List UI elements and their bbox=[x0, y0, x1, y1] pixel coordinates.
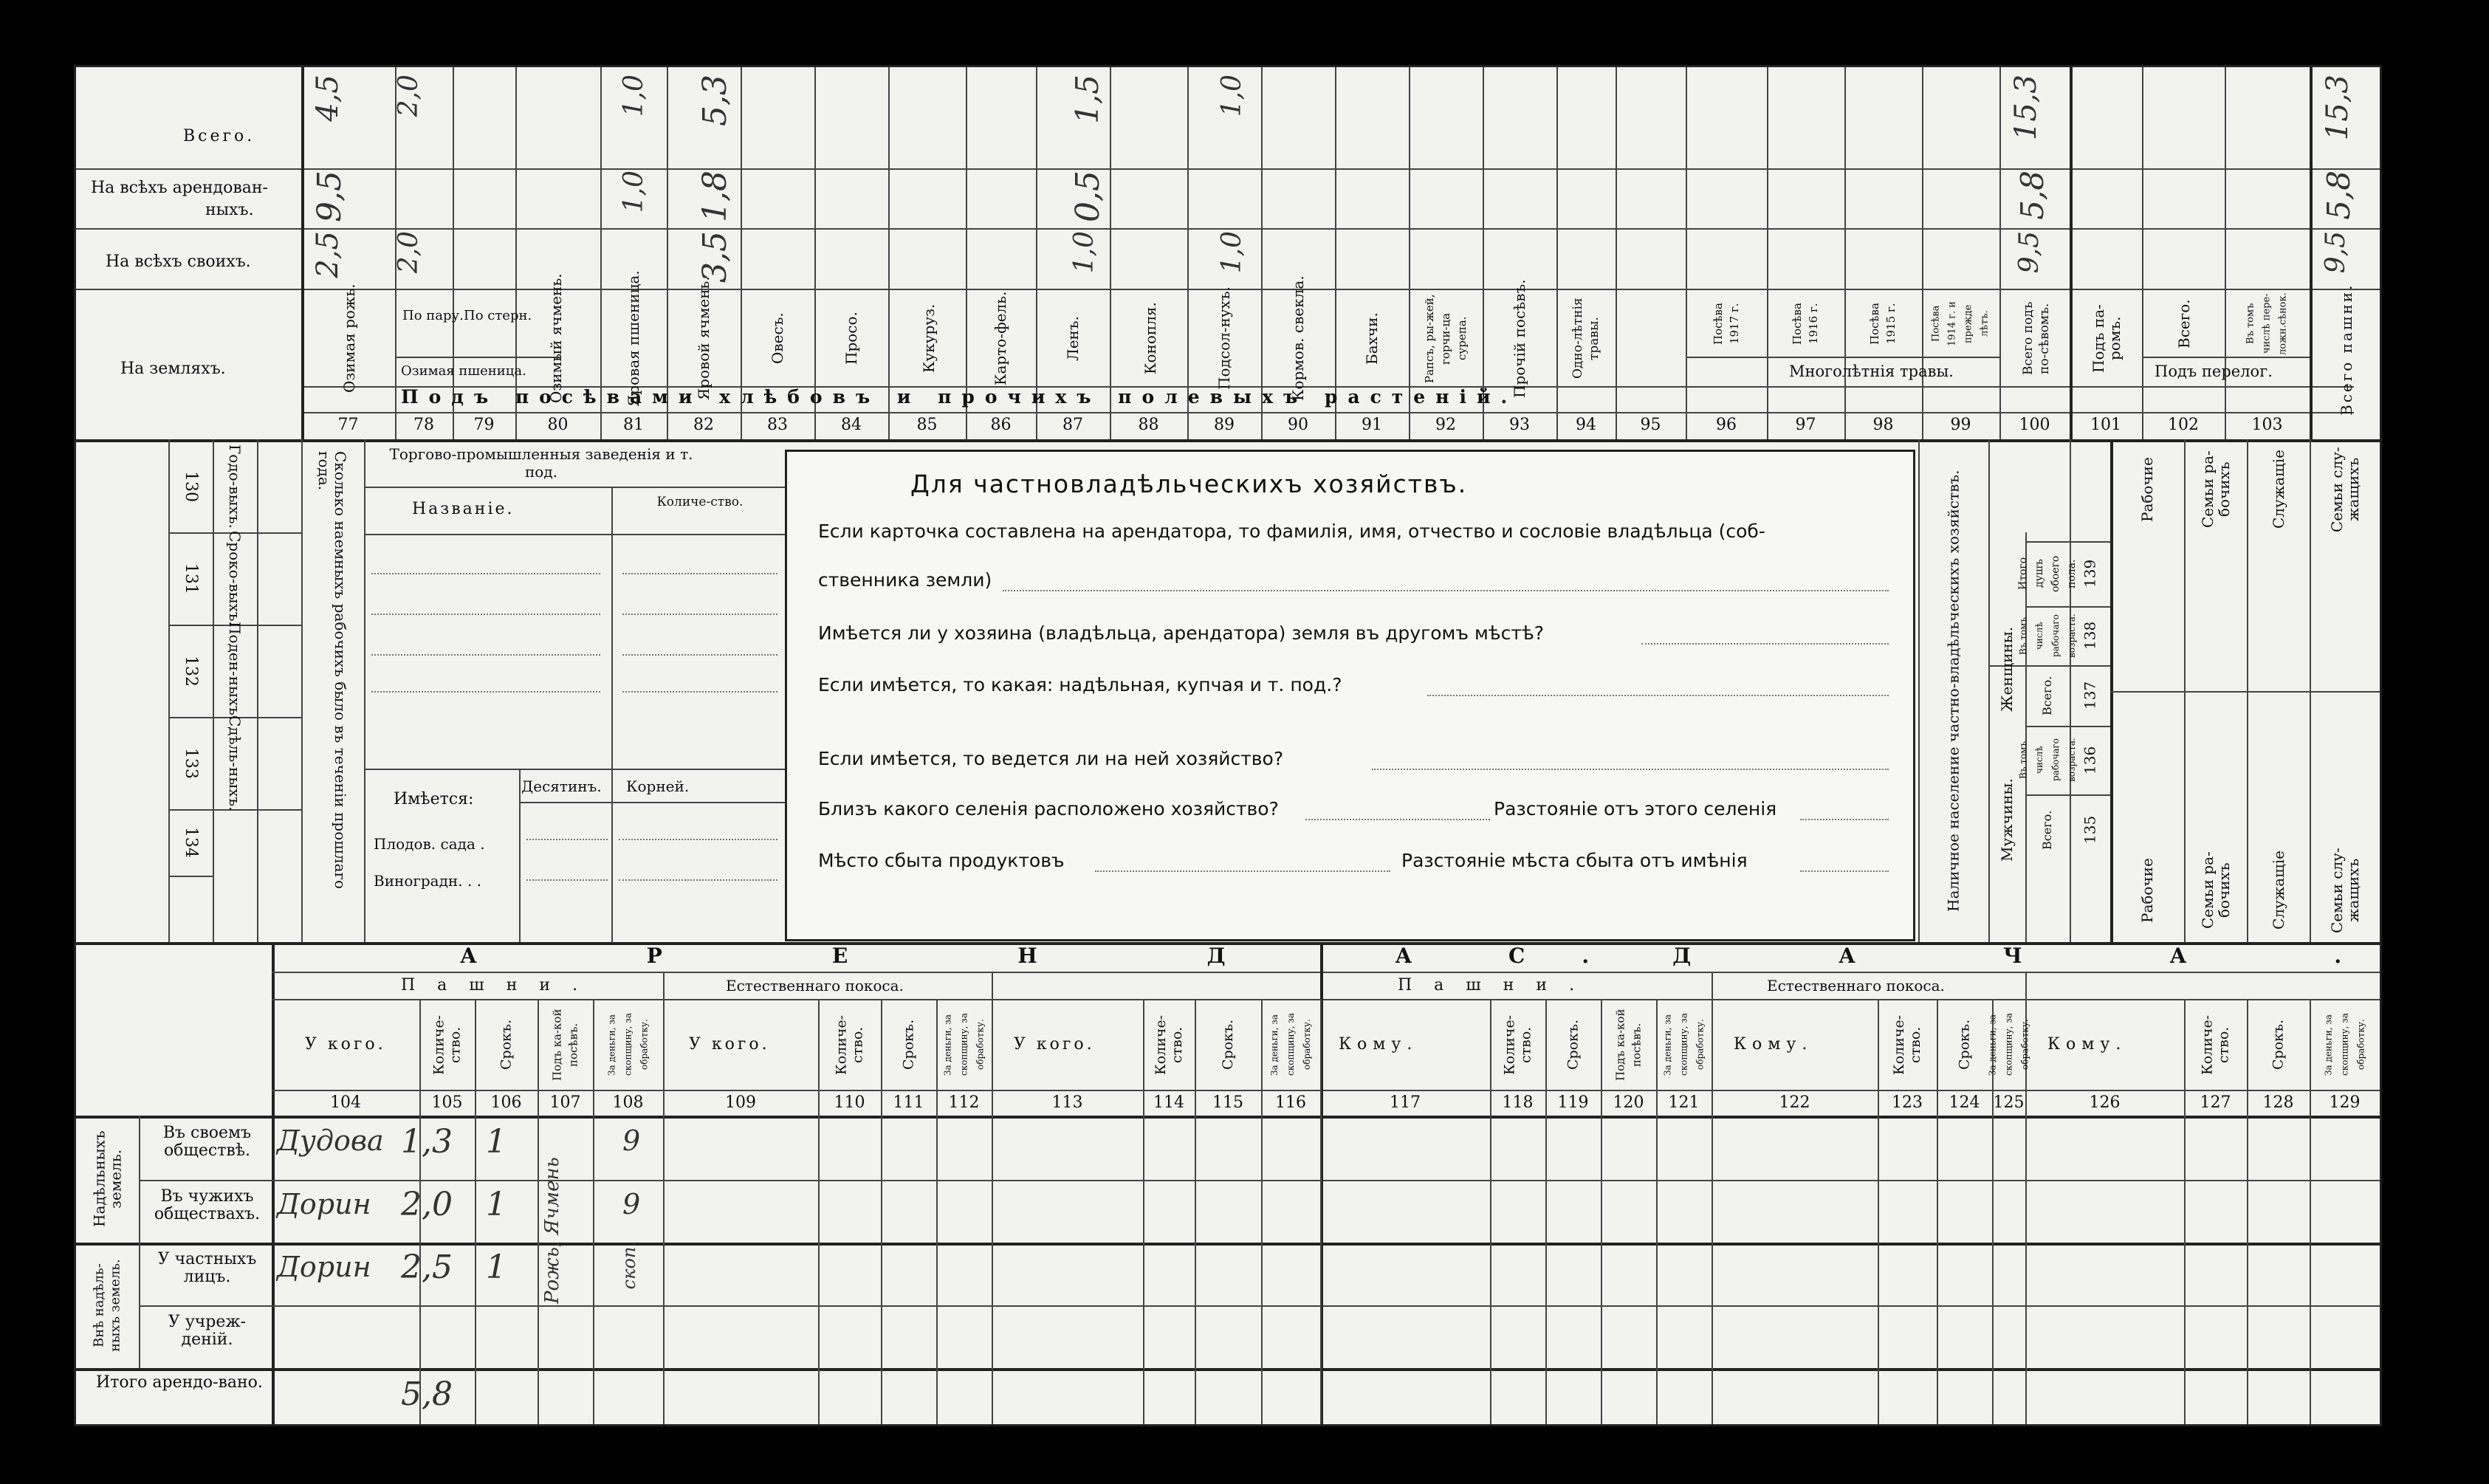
right-col-footer: Семьи ра-бочихъ bbox=[2199, 851, 2233, 930]
bottom-col-number: 127 bbox=[2200, 1093, 2231, 1112]
bottom-col-number: 111 bbox=[893, 1093, 924, 1112]
private-estates-title: Для частновладѣльческихъ хозяйствъ. bbox=[910, 470, 1468, 498]
bottom-col-number: 128 bbox=[2262, 1093, 2294, 1112]
col-header-who: У кого. bbox=[305, 1035, 386, 1054]
pop-num: 139 bbox=[2081, 559, 2099, 588]
hired-workers-title: Сколько наемныхъ рабочихъ было въ теченiи прошлаго года. bbox=[315, 451, 349, 890]
grid-line bbox=[818, 999, 820, 1424]
hw-value: 1,0 bbox=[1069, 231, 1099, 274]
col-header-who: У кого. bbox=[689, 1035, 770, 1054]
hw-value: 5,3 bbox=[696, 75, 734, 126]
bottom-subheader: Срокъ. bbox=[1956, 1019, 1973, 1071]
hw-value: 1,5 bbox=[1069, 75, 1105, 124]
top-col-number: 103 bbox=[2251, 416, 2283, 434]
right-col-footer: Служащiе bbox=[2270, 851, 2287, 930]
crop-header: Всего. bbox=[2175, 299, 2193, 348]
row-label-total: Всего. bbox=[183, 127, 255, 145]
bottom-col-number: 115 bbox=[1212, 1093, 1243, 1112]
women-total-label: Всего. bbox=[2040, 676, 2054, 715]
top-col-number: 101 bbox=[2090, 416, 2121, 434]
census-card-sheet bbox=[74, 65, 2489, 1426]
private-question: Если имѣется, то какая: надѣльная, купчая и т. под.? bbox=[818, 674, 1342, 695]
top-col-number: 90 bbox=[1288, 416, 1308, 434]
right-col-header: Рабочие bbox=[2138, 457, 2156, 522]
lease-hay-label: Естественнаго покоса. bbox=[726, 977, 904, 995]
top-col-number: 77 bbox=[337, 416, 359, 434]
hw-value: 2,5 bbox=[311, 231, 345, 278]
crop-header: По стерн. bbox=[464, 308, 532, 323]
hired-col: Сроко-выхъ. bbox=[226, 531, 244, 626]
bottom-subheader: За деньги, за скопщину, за обработку. bbox=[1662, 1013, 1706, 1076]
private-question: ственника земли) bbox=[818, 569, 992, 591]
top-col-number: 84 bbox=[841, 416, 862, 434]
grid-line bbox=[2184, 999, 2186, 1424]
bottom-col-number: 124 bbox=[1949, 1093, 1980, 1112]
bottom-col-number: 126 bbox=[2089, 1093, 2121, 1112]
hw-quantity: 1,3 bbox=[401, 1123, 453, 1161]
top-col-number: 92 bbox=[1435, 416, 1456, 434]
bottom-subheader: Количе-ство. bbox=[2199, 1014, 2232, 1075]
bottom-subheader: Подъ ка-кой посѣвъ. bbox=[1613, 1009, 1644, 1081]
bottom-subheader: Срокъ. bbox=[2270, 1019, 2287, 1071]
bottom-col-number: 112 bbox=[948, 1093, 980, 1112]
men-label: Мужчины. bbox=[1998, 778, 2016, 862]
hw-price: скоп. bbox=[619, 1241, 639, 1290]
bottom-col-number: 117 bbox=[1390, 1093, 1421, 1112]
bottom-col-number: 118 bbox=[1502, 1093, 1534, 1112]
private-question: Мѣсто сбыта продуктовъ bbox=[818, 850, 1065, 871]
grid-line bbox=[1195, 999, 1196, 1424]
pop-num: 137 bbox=[2081, 681, 2099, 710]
bottom-subheader: Срокъ. bbox=[900, 1019, 917, 1071]
top-col-number: 83 bbox=[767, 416, 788, 434]
pop-num: 138 bbox=[2081, 621, 2099, 650]
top-col-number: 94 bbox=[1576, 416, 1596, 434]
top-col-number: 86 bbox=[990, 416, 1012, 434]
hw-total-quantity: 5,8 bbox=[401, 1375, 453, 1413]
hired-col: Сдѣль-ныхъ. bbox=[226, 715, 244, 811]
hw-value: 3,5 bbox=[696, 231, 734, 283]
trade-qty-header: Количе-ство. bbox=[656, 495, 744, 509]
bottom-subheader: Количе-ство. bbox=[1501, 1014, 1534, 1075]
grid-line bbox=[2310, 999, 2311, 1424]
women-label: Женщины. bbox=[1998, 626, 2016, 712]
rent-hay-label: Естественнаго покоса. bbox=[1767, 977, 1945, 995]
hw-price: 9 bbox=[622, 1188, 641, 1220]
col-header-whom: Кому. bbox=[1734, 1035, 1813, 1054]
crop-header: Просо. bbox=[842, 312, 860, 365]
crop-header: Бахчи. bbox=[1363, 312, 1381, 365]
bottom-col-number: 121 bbox=[1668, 1093, 1700, 1112]
top-col-number: 97 bbox=[1795, 416, 1816, 434]
top-col-number: 91 bbox=[1362, 416, 1382, 434]
lease-title: АРЕНДА. bbox=[460, 944, 1760, 968]
hw-value: 5,8 bbox=[2014, 171, 2050, 220]
crop-header: Посѣва 1915 г. bbox=[1868, 303, 1898, 345]
bottom-col-number: 104 bbox=[330, 1093, 361, 1112]
top-col-number: 78 bbox=[413, 416, 434, 434]
grid-line bbox=[1545, 999, 1547, 1424]
hw-value: 2,0 bbox=[394, 231, 424, 274]
grid-line bbox=[992, 999, 993, 1424]
col-header-whom: Кому. bbox=[2047, 1035, 2127, 1054]
bottom-col-number: 129 bbox=[2329, 1093, 2361, 1112]
bottom-col-number: 109 bbox=[725, 1093, 756, 1112]
hired-num: 131 bbox=[182, 563, 200, 594]
grid-line bbox=[1143, 999, 1144, 1424]
top-col-number: 79 bbox=[473, 416, 495, 434]
bottom-col-number: 125 bbox=[1993, 1093, 2025, 1112]
row-own-community: Въ своемъ обществѣ. bbox=[162, 1124, 252, 1160]
top-col-number: 95 bbox=[1640, 416, 1661, 434]
private-question: Если карточка составлена на арендатора, то фамилiя, имя, отчество и сословiе владѣльца (соб- bbox=[818, 521, 1765, 542]
col-header-who: У кого. bbox=[1014, 1035, 1095, 1054]
allotment-lands-label: Надѣльныхъ земель. bbox=[90, 1130, 125, 1228]
lease-arable-label: Пашни. bbox=[401, 976, 600, 995]
bottom-subheader: Срокъ. bbox=[498, 1019, 515, 1071]
private-question: Близъ какого селенiя расположено хозяйство? bbox=[818, 798, 1279, 820]
bottom-subheader: За деньги, за скопщину, за обработку. bbox=[942, 1013, 986, 1076]
hw-value: 15,3 bbox=[2009, 75, 2043, 141]
non-allotment-lands-label: Внѣ надѣль-ныхъ земель. bbox=[91, 1259, 123, 1352]
bottom-subheader: Количе-ство. bbox=[1891, 1014, 1923, 1075]
bottom-col-number: 114 bbox=[1153, 1093, 1184, 1112]
crop-header: По пару. bbox=[402, 308, 464, 323]
bottom-subheader: За деньги, за скопщину, за обработку. bbox=[1269, 1013, 1312, 1076]
hw-value: 4,5 bbox=[311, 75, 345, 122]
hw-quantity: 2,5 bbox=[401, 1248, 453, 1286]
hired-num: 130 bbox=[182, 470, 200, 502]
row-institutions: У учреж-денiй. bbox=[168, 1313, 247, 1349]
garden-vine-label: Виноградн. . . bbox=[374, 872, 482, 890]
hw-lessor: Дорин bbox=[277, 1251, 371, 1283]
hired-num: 134 bbox=[182, 827, 200, 858]
crop-header: Яровая пшеница. bbox=[625, 270, 642, 407]
top-col-number: 102 bbox=[2168, 416, 2199, 434]
top-col-number: 80 bbox=[547, 416, 569, 434]
grid-line bbox=[475, 999, 476, 1424]
top-col-number: 89 bbox=[1214, 416, 1235, 434]
private-question: Разстоянiе мѣста сбыта отъ имѣнiя bbox=[1401, 850, 1748, 871]
grid-line bbox=[1261, 999, 1263, 1424]
total-souls-label: Итого душъ обоего пола. bbox=[2017, 555, 2078, 592]
hw-term: 1 bbox=[486, 1248, 507, 1286]
garden-fruit-label: Плодов. сада . bbox=[374, 835, 485, 853]
grid-line bbox=[663, 999, 665, 1424]
crop-header: Всего пашни. bbox=[2338, 283, 2355, 416]
bottom-subheader: Срокъ. bbox=[1565, 1019, 1582, 1071]
top-col-number: 98 bbox=[1872, 416, 1894, 434]
crop-header: Озимый ячмень. bbox=[547, 273, 565, 404]
crop-header: Посѣва 1917 г. bbox=[1712, 303, 1741, 345]
hw-sown-crop: Рожь, Ячмень bbox=[541, 1157, 563, 1304]
hw-quantity: 2,0 bbox=[401, 1186, 453, 1223]
hw-term: 1 bbox=[486, 1186, 507, 1223]
bottom-subheader: Количе-ство. bbox=[430, 1014, 464, 1075]
hw-value: 9,5 bbox=[2321, 231, 2351, 274]
rent-arable-label: Пашни. bbox=[1398, 976, 1597, 995]
row-other-communities: Въ чужихъ обществахъ. bbox=[154, 1187, 261, 1223]
rent-out-title: СДАЧА. bbox=[1508, 944, 2489, 968]
hw-value: 5,8 bbox=[2321, 171, 2357, 220]
private-question: Разстоянiе отъ этого селенiя bbox=[1494, 798, 1777, 820]
bottom-col-number: 123 bbox=[1892, 1093, 1923, 1112]
grid-line bbox=[1320, 999, 1322, 1424]
col-header-whom: Кому. bbox=[1339, 1035, 1418, 1054]
row-total-leased: Итого арендо-вано. bbox=[96, 1373, 263, 1392]
bottom-subheader: За деньги, за скопщину, за обработку. bbox=[606, 1013, 650, 1076]
incl-workers-label: Въ томъ числѣ рабочаго возраста. bbox=[2018, 614, 2077, 658]
bottom-col-number: 120 bbox=[1613, 1093, 1644, 1112]
grid-line bbox=[1878, 999, 1879, 1424]
grid-line bbox=[538, 999, 539, 1424]
crop-header: Конопля. bbox=[1141, 302, 1159, 375]
hw-value: 1,0 bbox=[1217, 75, 1247, 117]
bottom-subheader: За деньги, за скопщину, за обработку. bbox=[1987, 1013, 2030, 1076]
hw-value: 1,8 bbox=[696, 171, 734, 222]
row-label-leased: На всѣхъ арендован- bbox=[91, 179, 268, 197]
bottom-col-number: 110 bbox=[834, 1093, 865, 1112]
top-col-number: 85 bbox=[916, 416, 938, 434]
crop-header: Овесъ. bbox=[769, 312, 786, 365]
hired-col: Годо-выхъ. bbox=[226, 444, 244, 529]
crop-header: Одно-лѣтнiя травы. bbox=[1570, 298, 1601, 379]
hw-term: 1 bbox=[486, 1123, 507, 1161]
wheat-group-label: Озимая пшеница. bbox=[401, 363, 526, 379]
row-private-persons: У частныхъ лицъ. bbox=[157, 1250, 257, 1286]
row-label-leased-2: ныхъ. bbox=[205, 201, 254, 219]
top-col-number: 100 bbox=[2019, 416, 2050, 434]
right-col-footer: Семьи слу-жащихъ bbox=[2328, 848, 2362, 933]
bottom-subheader: Срокъ. bbox=[1220, 1019, 1236, 1071]
men-incl-workers-label: Въ томъ числѣ рабочаго возраста. bbox=[2018, 738, 2077, 783]
crop-header: Карто-фель. bbox=[992, 291, 1009, 386]
crop-header: Ленъ. bbox=[1064, 316, 1082, 361]
private-question: Имѣется ли у хозяина (владѣльца, арендатора) земля въ другомъ мѣстѣ? bbox=[818, 622, 1545, 644]
grid-line bbox=[881, 999, 882, 1424]
right-col-footer: Рабочие bbox=[2138, 858, 2156, 923]
top-col-number: 81 bbox=[623, 416, 644, 434]
pop-num: 136 bbox=[2081, 746, 2099, 774]
hw-value: 2,0 bbox=[394, 75, 424, 117]
row-label-on-lands: На земляхъ. bbox=[120, 360, 226, 378]
crop-header: Подсол-нухъ. bbox=[1215, 286, 1233, 391]
men-total-label: Всего. bbox=[2040, 810, 2054, 850]
top-col-number: 96 bbox=[1716, 416, 1737, 434]
fallow-group-label: Подъ перелог. bbox=[2155, 363, 2273, 380]
hired-num: 132 bbox=[182, 655, 200, 687]
hw-value: 15,3 bbox=[2321, 75, 2355, 141]
crop-header: Яровой ячмень. bbox=[695, 276, 713, 401]
garden-des-header: Десятинъ. bbox=[521, 777, 602, 795]
hw-value: 1,0 bbox=[1217, 231, 1247, 274]
grid-line bbox=[1712, 999, 1713, 1424]
hw-lessor: Дудова bbox=[277, 1124, 384, 1157]
right-col-header: Семьи слу-жащихъ bbox=[2328, 447, 2362, 532]
bottom-col-number: 107 bbox=[549, 1093, 581, 1112]
hired-num: 133 bbox=[182, 747, 200, 779]
hw-value: 0,5 bbox=[1069, 171, 1107, 222]
grid-line bbox=[1490, 999, 1491, 1424]
private-question: Если имѣется, то ведется ли на ней хозяйство? bbox=[818, 748, 1284, 769]
grid-line bbox=[1601, 999, 1602, 1424]
crop-header: Озимая рожь. bbox=[340, 284, 358, 394]
sowing-band-title: Подъ посѣвами хлѣбовъ и прочихъ полевыхъ растенiй. bbox=[401, 386, 1518, 408]
bottom-subheader: За деньги, за скопщину, за обработку. bbox=[2323, 1013, 2366, 1076]
crop-header: Всего подъ по-сѣвомъ. bbox=[2021, 301, 2052, 376]
hw-value: 1,0 bbox=[619, 75, 649, 117]
bottom-col-number: 116 bbox=[1275, 1093, 1306, 1112]
bottom-subheader: Количе-ство. bbox=[1153, 1014, 1185, 1075]
top-col-number: 93 bbox=[1509, 416, 1530, 434]
garden-roots-header: Корней. bbox=[626, 777, 690, 795]
hw-value: 9,5 bbox=[311, 171, 349, 222]
top-col-number: 99 bbox=[1950, 416, 1971, 434]
garden-has-label: Имѣется: bbox=[394, 790, 474, 808]
crop-header: Прочiй посѣвъ. bbox=[1511, 279, 1528, 398]
bottom-subheader: Подъ ка-кой посѣвъ. bbox=[550, 1009, 580, 1081]
pop-num: 135 bbox=[2081, 815, 2099, 845]
crop-header: Посѣва 1916 г. bbox=[1791, 303, 1820, 345]
hw-price: 9 bbox=[622, 1124, 641, 1157]
grid-line bbox=[593, 999, 594, 1424]
top-col-number: 88 bbox=[1138, 416, 1159, 434]
crop-header: Кормов. свекла. bbox=[1289, 275, 1307, 402]
grid-line bbox=[1937, 999, 1938, 1424]
bottom-col-number: 105 bbox=[431, 1093, 463, 1112]
grid-line bbox=[1656, 999, 1658, 1424]
row-label-own: На всѣхъ своихъ. bbox=[106, 253, 251, 271]
top-col-number: 87 bbox=[1062, 416, 1083, 434]
trade-title: Торгово-промышленныя заведенiя и т. под. bbox=[389, 445, 693, 481]
trade-name-header: Названiе. bbox=[412, 500, 515, 518]
present-population-title: Наличное население частно-владѣльческихъ хозяйствъ. bbox=[1944, 470, 1963, 913]
hired-col: Поден-ныхъ. bbox=[226, 621, 244, 721]
hw-value: 1,0 bbox=[619, 171, 649, 213]
bottom-subheader: Количе-ство. bbox=[833, 1014, 866, 1075]
crop-header: Въ томъ числѣ пере-ложн.сѣнок. bbox=[2245, 292, 2289, 355]
right-col-header: Семьи ра-бочихъ bbox=[2199, 450, 2233, 529]
crop-header: Кукуруз. bbox=[920, 303, 938, 374]
crop-header: Посѣва 1914 г. и прежде лѣтъ. bbox=[1930, 301, 1991, 346]
bottom-col-number: 122 bbox=[1779, 1093, 1810, 1112]
bottom-col-number: 119 bbox=[1557, 1093, 1589, 1112]
top-col-number: 82 bbox=[693, 416, 714, 434]
bottom-col-number: 113 bbox=[1051, 1093, 1083, 1112]
grid-line bbox=[2247, 999, 2248, 1424]
grid-line bbox=[936, 999, 938, 1424]
bottom-col-number: 108 bbox=[612, 1093, 644, 1112]
crop-header: Рапсъ, ры-жей, горчи-ца сурепа. bbox=[1423, 294, 1469, 383]
bottom-col-number: 106 bbox=[490, 1093, 522, 1112]
hw-lessor: Дорин bbox=[277, 1188, 371, 1220]
crop-header: Подъ па-ромъ. bbox=[2090, 304, 2124, 373]
right-col-header: Служащiе bbox=[2270, 450, 2287, 529]
perennial-grass-label: Многолѣтнiя травы. bbox=[1789, 363, 1954, 380]
hw-value: 9,5 bbox=[2014, 231, 2045, 274]
